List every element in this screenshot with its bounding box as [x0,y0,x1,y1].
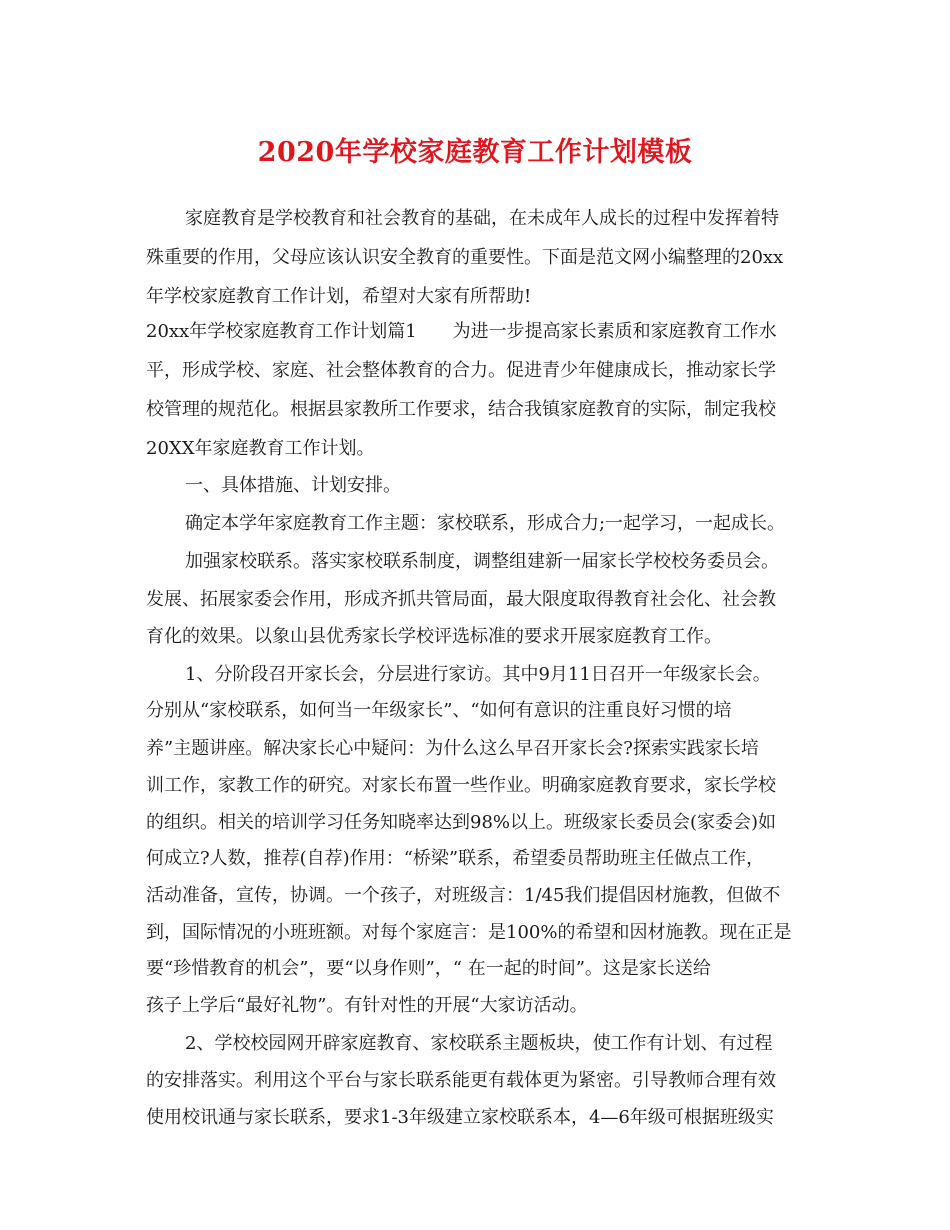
paragraph-line: 2、学校校园网开辟家庭教育、家校联系主题板块，使工作有计划、有过程 [185,1033,773,1054]
paragraph-line: 发展、拓展家委会作用，形成齐抓共管局面，最大限度取得教育社会化、社会教 [146,589,776,610]
paragraph-line: 到，国际情况的小班班额。对每个家庭言：是100%的希望和因材施教。现在正是 [146,922,792,943]
paragraph-line: 平，形成学校、家庭、社会整体教育的合力。促进青少年健康成长，推动家长学 [146,360,776,381]
paragraph-line: 校管理的规范化。根据县家教所工作要求，结合我镇家庭教育的实际，制定我校 [146,399,776,420]
paragraph-line: 分别从“家校联系，如何当一年级家长”、“如何有意识的注重良好习惯的培 [146,700,732,721]
paragraph-line: 一、具体措施、计划安排。 [185,475,401,496]
paragraph-line: 家庭教育是学校教育和社会教育的基础，在未成年人成长的过程中发挥着特 [185,208,779,229]
paragraph-line: 使用校讯通与家长联系，要求1-3年级建立家校联系本，4—6年级可根据班级实 [146,1107,774,1128]
document-title: 2020年学校家庭教育工作计划模板 [257,137,693,168]
paragraph-line: 活动准备，宣传，协调。一个孩子，对班级言：1/45我们提倡因材施教，但做不 [146,885,781,906]
paragraph-line: 确定本学年家庭教育工作主题：家校联系，形成合力;一起学习，一起成长。 [185,513,786,534]
paragraph-line: 20xx年学校家庭教育工作计划篇1 为进一步提高家长素质和家庭教育工作水 [146,321,777,342]
paragraph-line: 加强家校联系。落实家校联系制度，调整组建新一届家长学校校务委员会。 [185,551,779,572]
paragraph-line: 养”主题讲座。解决家长心中疑问：为什么这么早召开家长会?探索实践家长培 [146,738,759,759]
paragraph-line: 孩子上学后“最好礼物”。有针对性的开展“大家访活动。 [146,995,588,1016]
paragraph-line: 育化的效果。以象山县优秀家长学校评选标准的要求开展家庭教育工作。 [146,626,722,647]
paragraph-line: 训工作，家教工作的研究。对家长布置一些作业。明确家庭教育要求，家长学校 [146,775,776,796]
paragraph-line: 殊重要的作用，父母应该认识安全教育的重要性。下面是范文网小编整理的20xx [146,247,784,268]
paragraph-line: 年学校家庭教育工作计划，希望对大家有所帮助! [146,286,532,307]
paragraph-line: 要“珍惜教育的机会”，要“以身作则”，“ 在一起的时间”。这是家长送给 [146,958,711,979]
paragraph-line: 20XX年家庭教育工作计划。 [146,438,375,459]
paragraph-line: 何成立?人数，推荐(自荐)作用：“桥梁”联系，希望委员帮助班主任做点工作， [146,848,765,869]
paragraph-line: 的组织。相关的培训学习任务知晓率达到98%以上。班级家长委员会(家委会)如 [146,812,777,833]
paragraph-line: 1、分阶段召开家长会，分层进行家访。其中9月11日召开一年级家长会。 [185,664,771,685]
paragraph-line: 的安排落实。利用这个平台与家长联系能更有载体更为紧密。引导教师合理有效 [146,1070,776,1091]
